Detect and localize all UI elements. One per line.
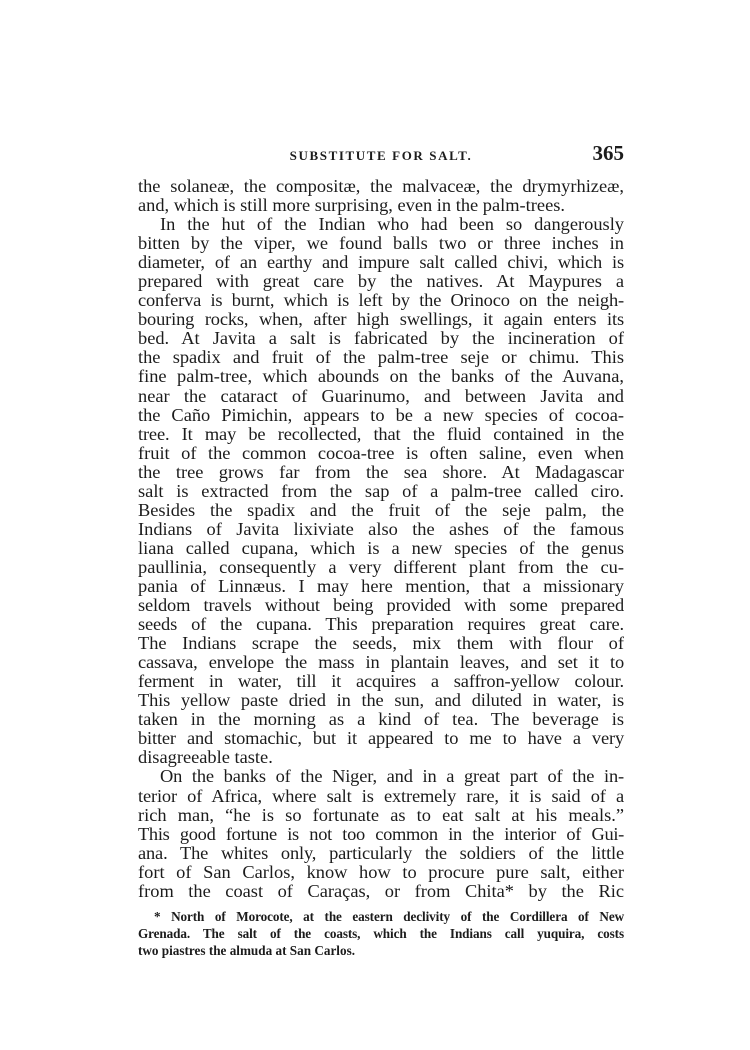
text-line: and, which is still more surprising, even in the palm-trees. xyxy=(138,195,565,216)
text-line: from the coast of Caraças, or from Chita* by the Ric xyxy=(138,880,624,901)
page-number: 365 xyxy=(592,141,624,165)
text-line: liana called cupana, which is a new species of the genus xyxy=(138,537,624,558)
text-line: ana. The whites only, particularly the soldiers of the little xyxy=(138,842,624,863)
text-line: On the banks of the Niger, and in a great part of the in- xyxy=(160,766,624,787)
text-line: fort of San Carlos, know how to procure pure salt, either xyxy=(138,861,624,882)
text-line: Indians of Javita lixiviate also the ashes of the famous xyxy=(138,518,624,539)
text-line: the Caño Pimichin, appears to be a new species of cocoa- xyxy=(138,404,624,425)
text-line: bitten by the viper, we found balls two or three inches in xyxy=(138,233,624,254)
text-line: prepared with great care by the natives. At Maypures a xyxy=(138,271,624,292)
text-line: fine palm-tree, which abounds on the banks of the Auvana, xyxy=(138,366,624,387)
body-text xyxy=(138,177,624,901)
text-line: The Indians scrape the seeds, mix them with flour of xyxy=(138,633,624,654)
text-line: This yellow paste dried in the sun, and diluted in water, is xyxy=(138,690,624,711)
text-line: In the hut of the Indian who had been so dangerously xyxy=(160,214,624,235)
text-line: bouring rocks, when, after high swellings, it again enters its xyxy=(138,309,624,330)
text-line: near the cataract of Guarinumo, and between Javita and xyxy=(138,385,624,406)
footnote-line: two piastres the almuda at San Carlos. xyxy=(138,943,355,958)
text-line: taken in the morning as a kind of tea. The beverage is xyxy=(138,709,624,730)
text-line: rich man, “he is so fortunate as to eat salt at his meals.” xyxy=(138,804,624,825)
text-line: the tree grows far from the sea shore. At Madagascar xyxy=(138,461,624,482)
text-line: This good fortune is not too common in the interior of Gui- xyxy=(138,823,624,844)
text-line: bed. At Javita a salt is fabricated by the incineration of xyxy=(138,328,624,349)
text-line: Besides the spadix and the fruit of the seje palm, the xyxy=(138,499,624,520)
text-line: the solaneæ, the compositæ, the malvaceæ, the drymyrhizeæ, xyxy=(138,176,624,196)
text-line: fruit of the common cocoa-tree is often saline, even when xyxy=(138,442,624,463)
footnote xyxy=(138,908,624,959)
text-line: conferva is burnt, which is left by the Orinoco on the neigh- xyxy=(138,290,624,311)
text-line: diameter, of an earthy and impure salt called chivi, which is xyxy=(138,252,624,273)
text-line: terior of Africa, where salt is extremely rare, it is said of a xyxy=(138,785,624,806)
text-line: pania of Linnæus. I may here mention, that a missionary xyxy=(138,575,624,596)
text-line: disagreeable taste. xyxy=(138,747,273,768)
text-line: cassava, envelope the mass in plantain leaves, and set it to xyxy=(138,652,624,673)
running-title: SUBSTITUTE FOR SALT. xyxy=(289,148,473,163)
page-header xyxy=(138,142,624,170)
footnote-line: Grenada. The salt of the coasts, which the Indians call yuquira, costs xyxy=(138,926,624,941)
text-line: seeds of the cupana. This preparation requires great care. xyxy=(138,614,624,635)
text-line: tree. It may be recollected, that the fluid contained in the xyxy=(138,423,624,444)
text-line: the spadix and fruit of the palm-tree seje or chimu. This xyxy=(138,347,624,368)
text-line: seldom travels without being provided with some prepared xyxy=(138,595,624,616)
text-line: ferment in water, till it acquires a saffron-yellow colour. xyxy=(138,671,624,692)
text-line: salt is extracted from the sap of a palm-tree called ciro. xyxy=(138,480,624,501)
footnote-line: * North of Morocote, at the eastern declivity of the Cordillera of New xyxy=(154,909,624,924)
text-line: paullinia, consequently a very different plant from the cu- xyxy=(138,556,624,577)
text-line: bitter and stomachic, but it appeared to me to have a very xyxy=(138,728,624,749)
